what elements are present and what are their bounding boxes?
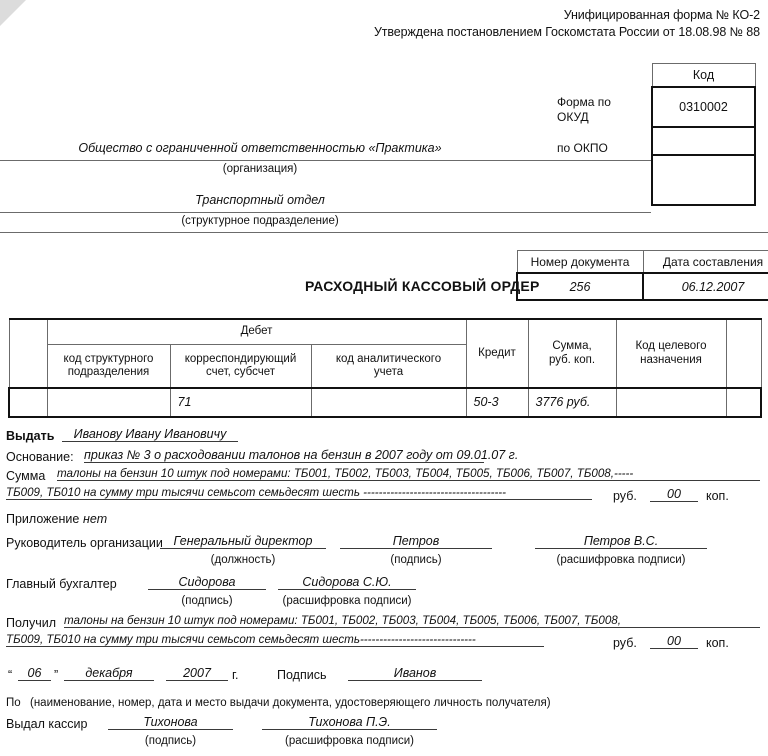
corner-fold-decoration: [0, 0, 26, 26]
form-header-line-1: Унифицированная форма № КО-2: [563, 8, 760, 22]
col-structural-code-line1: код структурного: [63, 352, 154, 365]
received-line-2[interactable]: [6, 634, 544, 647]
col-purpose-code: [616, 319, 726, 388]
col-credit: Кредит: [466, 319, 528, 388]
received-line-2-text: ТБ009, ТБ010 на сумму три тысячи семьсот семьдесят шесть: [6, 633, 360, 646]
head-signature[interactable]: Петров: [340, 535, 492, 549]
sum-line-2[interactable]: [6, 487, 592, 500]
accountant-signature-caption: (подпись): [181, 595, 233, 607]
received-line-1[interactable]: талоны на бензин 10 штук под номерами: ТБ001, ТБ002, ТБ003, ТБ004, ТБ005, ТБ006, ТБ007, ТБ008,: [64, 615, 760, 628]
sum-line-2-dashes: -------------------------------------: [363, 486, 507, 499]
extra-code-cell[interactable]: [652, 155, 755, 205]
col-blank-first: [9, 319, 47, 388]
cell-corresponding-account[interactable]: 71: [170, 388, 311, 417]
okud-code-cell[interactable]: 0310002: [652, 87, 755, 127]
page-title: РАСХОДНЫЙ КАССОВЫЙ ОРДЕР: [305, 278, 540, 294]
col-amount: [528, 319, 616, 388]
accountant-label: Главный бухгалтер: [6, 577, 117, 591]
sum-line-2-text: ТБ009, ТБ010 на сумму три тысячи семьсот семьдесят шесть: [6, 486, 360, 499]
organization-name[interactable]: Общество с ограниченной ответственностью «Практика»: [78, 141, 442, 155]
col-purpose-code-line2: назначения: [640, 353, 702, 366]
kop-label: коп.: [706, 489, 729, 503]
doc-date-value[interactable]: 06.12.2007: [643, 273, 768, 300]
cell-blank-first[interactable]: [9, 388, 47, 417]
col-analytic-code-line2: учета: [373, 366, 404, 378]
subdivision-rule: [0, 212, 651, 213]
footer-year[interactable]: 2007: [166, 667, 228, 681]
cell-amount[interactable]: 3776 руб.: [528, 388, 616, 417]
appendix-label: Приложение: [6, 512, 80, 526]
cell-blank-last[interactable]: [726, 388, 761, 417]
head-position[interactable]: Генеральный директор: [160, 535, 326, 549]
col-analytic-code: [311, 345, 466, 389]
col-amount-line1: Сумма,: [552, 340, 592, 353]
quote-open: “: [8, 668, 13, 682]
cell-structural-code[interactable]: [47, 388, 170, 417]
col-corresponding-account: [170, 345, 311, 389]
cashier-signature-caption: (подпись): [144, 735, 197, 747]
basis-label: Основание:: [6, 450, 74, 464]
cell-purpose-code[interactable]: [616, 388, 726, 417]
sum-line-1-text: талоны на бензин 10 штук под номерами: ТБ001, ТБ002, ТБ003, ТБ004, ТБ005, ТБ006, ТБ007, ТБ008,: [57, 467, 614, 480]
table-row: [9, 388, 761, 417]
accountant-signature[interactable]: Сидорова: [148, 576, 266, 590]
col-analytic-code-line1: код аналитического: [335, 352, 442, 365]
footer-signature-value[interactable]: Иванов: [348, 667, 482, 681]
kop-value[interactable]: 00: [650, 488, 698, 502]
footer-year-suffix: г.: [232, 668, 239, 682]
subdivision-caption: (структурное подразделение): [181, 215, 339, 227]
col-structural-code: [47, 345, 170, 389]
organization-rule: [0, 160, 651, 161]
accountant-decoding-caption: (расшифровка подписи): [282, 595, 412, 607]
doc-number-header: Номер документа: [517, 251, 643, 274]
quote-close: ”: [54, 668, 59, 682]
cashier-label: Выдал кассир: [6, 717, 88, 731]
organization-caption: (организация): [222, 163, 298, 175]
doc-date-header: Дата составления: [643, 251, 768, 274]
label-okud: ОКУД: [557, 110, 589, 124]
by-caption: (наименование, номер, дата и место выдачи документа, удостоверяющего личность получателя): [30, 697, 551, 709]
cashier-decoding-caption: (расшифровка подписи): [285, 735, 414, 747]
issue-label: Выдать: [6, 429, 55, 443]
label-po-okpo: по ОКПО: [557, 141, 608, 155]
head-label: Руководитель организации: [6, 536, 163, 550]
footer-month[interactable]: декабря: [64, 667, 154, 681]
head-position-caption: (должность): [210, 554, 276, 566]
appendix-value[interactable]: нет: [83, 512, 108, 526]
sum-line-1-dashes: -----: [613, 467, 634, 480]
footer-signature-label: Подпись: [277, 668, 327, 682]
col-corresponding-account-line1: корреспондирующий: [184, 352, 297, 365]
col-purpose-code-line1: Код целевого: [635, 340, 707, 353]
col-amount-line2: руб. коп.: [548, 353, 596, 366]
doc-meta-table: [516, 250, 768, 301]
code-table: [651, 63, 756, 206]
form-header-line-2: Утверждена постановлением Госкомстата России от 18.08.98 № 88: [373, 25, 760, 39]
footer-day[interactable]: 06: [18, 667, 51, 681]
cell-analytic-code[interactable]: [311, 388, 466, 417]
cashier-signature[interactable]: Тихонова: [108, 716, 233, 730]
col-corresponding-account-line2: счет, субсчет: [206, 366, 275, 378]
separator-rule: [0, 232, 768, 233]
col-debit-group: Дебет: [47, 319, 466, 345]
received-line-2-dashes: ------------------------------: [359, 633, 476, 646]
doc-number-value[interactable]: 256: [517, 273, 643, 300]
cell-credit[interactable]: 50-3: [466, 388, 528, 417]
head-decoding[interactable]: Петров В.С.: [535, 535, 707, 549]
accounting-table: [8, 318, 762, 418]
basis-value[interactable]: приказ № 3 о расходовании талонов на бензин в 2007 году от 09.01.07 г.: [84, 448, 519, 462]
sum-line-1[interactable]: [57, 468, 760, 481]
head-decoding-caption: (расшифровка подписи): [556, 554, 686, 566]
okpo-code-cell[interactable]: [652, 127, 755, 155]
col-blank-last: [726, 319, 761, 388]
head-signature-caption: (подпись): [390, 554, 442, 566]
received-rub-label: руб.: [613, 636, 637, 650]
by-label: По: [6, 697, 21, 709]
sum-label: Сумма: [6, 469, 46, 483]
received-label: Получил: [6, 616, 56, 630]
issue-value[interactable]: Иванову Ивану Ивановичу: [62, 428, 238, 442]
col-structural-code-line2: подразделения: [67, 366, 150, 378]
cashier-decoding[interactable]: Тихонова П.Э.: [262, 716, 437, 730]
received-kop-value[interactable]: 00: [650, 635, 698, 649]
rub-label: руб.: [613, 489, 637, 503]
accountant-decoding[interactable]: Сидорова С.Ю.: [278, 576, 416, 590]
received-kop-label: коп.: [706, 636, 729, 650]
label-form-po: Форма по: [557, 95, 611, 109]
subdivision-name[interactable]: Транспортный отдел: [195, 193, 325, 207]
code-table-header: Код: [652, 64, 755, 88]
